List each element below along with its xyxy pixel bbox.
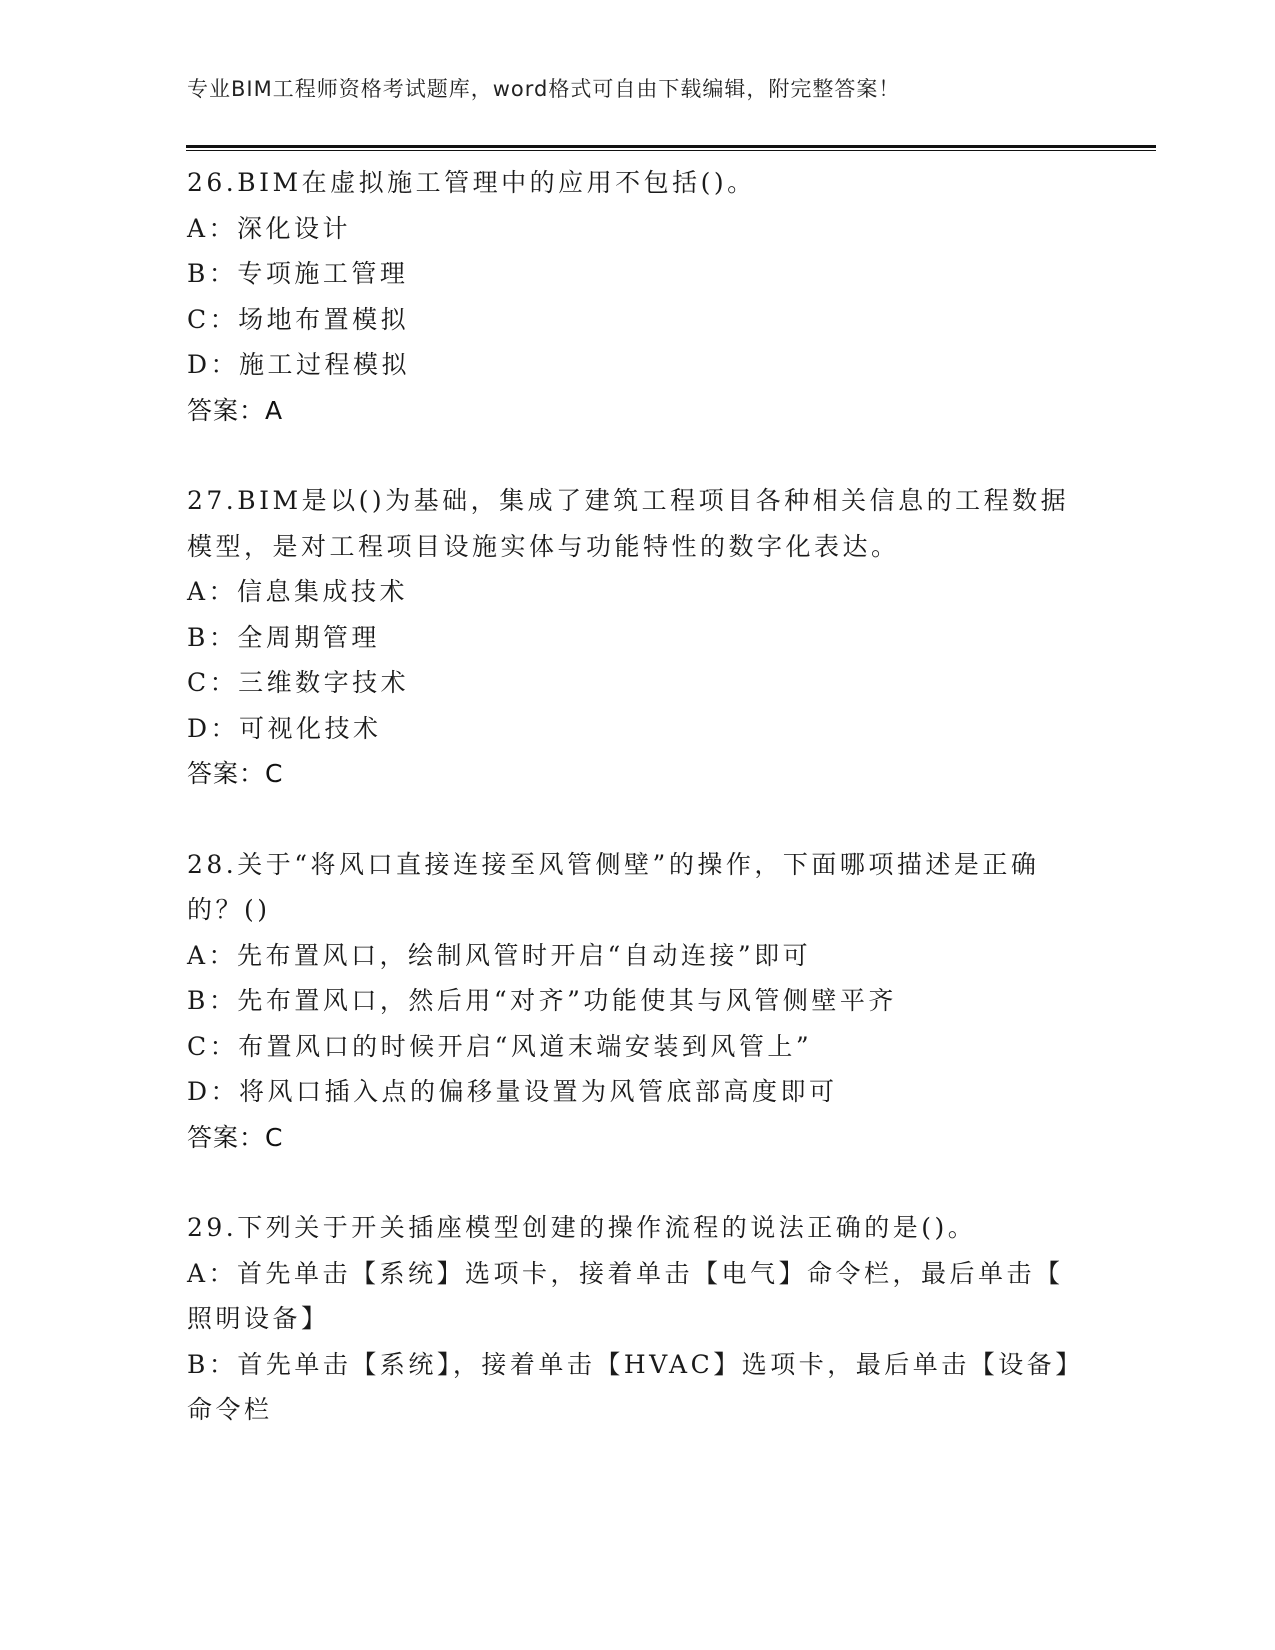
option-b: B：全周期管理	[187, 622, 380, 652]
option-b: B：首先单击【系统】，接着单击【HVAC】选项卡，最后单击【设备】	[187, 1349, 1084, 1379]
question-text: 27.BIM是以()为基础，集成了建筑工程项目各种相关信息的工程数据	[187, 486, 1070, 515]
option-d: D：将风口插入点的偏移量设置为风管底部高度即可	[187, 1077, 838, 1106]
question-text: 29.下列关于开关插座模型创建的操作流程的说法正确的是()。	[187, 1213, 977, 1242]
option-b: B：先布置风口，然后用“对齐”功能使其与风管侧壁平齐	[187, 986, 897, 1015]
option-c: C：场地布置模拟	[187, 304, 410, 334]
answer: 答案：A	[187, 395, 284, 425]
option-b: B：专项施工管理	[187, 259, 409, 288]
question-29	[187, 1205, 1087, 1433]
question-list	[187, 160, 1087, 1433]
question-text-continued: 的？()	[187, 895, 271, 924]
question-text: 28.关于“将风口直接连接至风管侧壁”的操作，下面哪项描述是正确	[187, 849, 1040, 879]
option-b-continued: 命令栏	[187, 1395, 273, 1424]
answer: 答案：C	[187, 759, 284, 788]
option-c: C：三维数字技术	[187, 668, 410, 697]
option-a-continued: 照明设备】	[187, 1304, 330, 1333]
option-a: A：首先单击【系统】选项卡，接着单击【电气】命令栏，最后单击【	[187, 1258, 1064, 1288]
header-rule-thin	[186, 150, 1156, 151]
option-d: D：施工过程模拟	[187, 350, 411, 379]
option-d: D：可视化技术	[187, 713, 382, 743]
option-a: A：先布置风口，绘制风管时开启“自动连接”即可	[187, 940, 812, 970]
option-a: A：深化设计	[187, 213, 352, 243]
question-26	[187, 160, 1087, 433]
question-28	[187, 842, 1087, 1161]
option-c: C：布置风口的时候开启“风道末端安装到风管上”	[187, 1031, 813, 1061]
question-text: 26.BIM在虚拟施工管理中的应用不包括()。	[187, 168, 756, 197]
question-27	[187, 478, 1087, 797]
document-header: 专业BIM工程师资格考试题库，word格式可自由下载编辑，附完整答案！	[187, 77, 901, 101]
answer: 答案：C	[187, 1122, 284, 1152]
option-a: A：信息集成技术	[187, 577, 409, 606]
question-text-continued: 模型，是对工程项目设施实体与功能特性的数字化表达。	[187, 531, 900, 561]
header-rule-thick	[186, 145, 1156, 148]
